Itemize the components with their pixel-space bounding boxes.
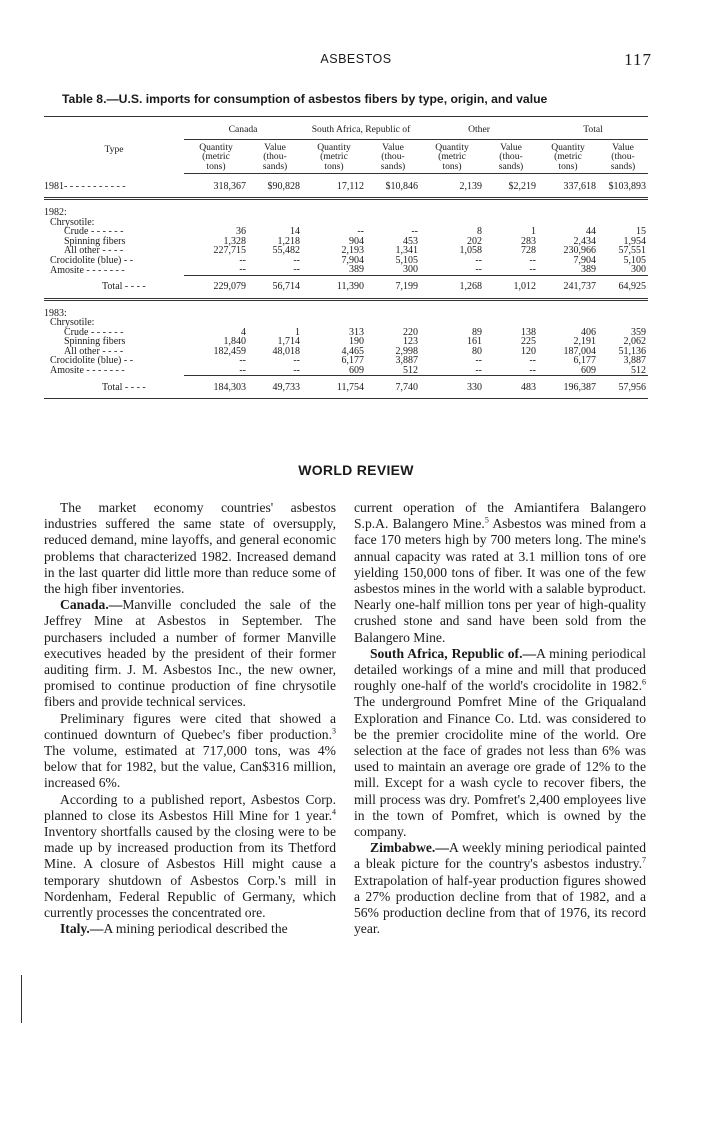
type-header: Type [44,117,184,174]
value-header: Value (thou- sands) [484,139,538,174]
table-cell: -- [184,265,248,275]
table-cell: 2,139 [420,174,484,199]
table-cell: 57,956 [598,376,648,399]
table-cell: 389 [538,265,598,275]
table-cell: 241,737 [538,275,598,299]
table-cell: 512 [598,366,648,376]
table-row [44,328,648,338]
year-label-row [44,299,648,318]
right-column [354,500,646,937]
table-cell: -- [420,366,484,376]
table-row [44,256,648,266]
table-cell: 14 [290,226,300,237]
paragraph: Italy.—A mining periodical described the [60,921,288,937]
table-cell: 1 [295,326,300,338]
table-row [44,356,648,366]
value-header: Value (thou- sands) [598,139,648,174]
table-cell: $10,846 [366,174,420,199]
table-cell: 2,191 [573,336,596,347]
table-cell: 225 [521,336,536,347]
running-title: ASBESTOS [320,52,392,66]
table-cell: 229,079 [184,275,248,299]
table-cell: 300 [366,265,420,275]
table-cell: 11,754 [302,376,366,399]
row-label: Crocidolite (blue) - - [50,254,134,266]
section-title: WORLD REVIEW [298,462,414,478]
quantity-header: Quantity (metric tons) [184,139,248,174]
paragraph: Canada.—Manville concluded the sale of the Jeffrey Mine at Asbestos in September. The purchasers included a number of former Manville executives headed by the president of their former auditing firm. J. M. Asbestos Inc., the new owner, promised to continue production of fine chrysotile fibers and provide technical services. [44,597,336,710]
table-cell: 196,387 [538,376,598,399]
table-cell: -- [248,366,302,376]
table-cell: 55,482 [272,245,300,256]
category-label: Chrysotile: [50,317,95,328]
table-cell: 4 [241,326,246,338]
quantity-header: Quantity (metric tons) [538,139,598,174]
table-cell: 138 [521,326,536,338]
quantity-header: Quantity (metric tons) [420,139,484,174]
table-cell: -- [529,254,536,266]
table-cell: 11,390 [302,275,366,299]
row-label: Total - - - - [44,376,184,399]
table-cell: -- [293,254,300,266]
row-label: 1981- - - - - - - - - - - [44,174,184,199]
left-column [44,500,336,937]
table-cell: 2,434 [573,235,596,247]
country-heading: South Africa, Republic of.— [370,645,537,661]
table-cell: -- [420,265,484,275]
paragraph: South Africa, Republic of.—A mining periodical detailed workings of a mine and mill that produced roughly one-half of the world's crocidolite in 1982.$^6$ The underground Pomfret Mine of the Griqualand Exploration and Finance Co. Ltd. was considered to be the premier crocidolite mine of the world. Ore selection at the face of grades not less than 6% was used to maintain an average ore grade of 12% to the mill. Except for a wash cycle to recover fibers, the mill process was dry. Pomfret's 2,400 employees live in the town of Pomfret, which is owned by the company. [354,645,646,840]
category-label-row [44,318,648,328]
value-header: Value (thou- sands) [366,139,420,174]
table-cell: 7,904 [573,254,596,266]
table-cell: -- [184,366,248,376]
row-label: Amosite - - - - - - - [50,264,125,276]
footnote-ref: 4 [332,807,336,817]
table-cell: 7,199 [366,275,420,299]
row-label: Crocidolite (blue) - - [50,355,134,366]
imports-table [44,116,648,399]
table-cell: 1,058 [459,245,482,256]
table-cell: 1,714 [277,336,300,347]
table-cell: 313 [349,326,364,338]
table-cell: 4,465 [341,345,364,357]
table-cell: 3,887 [623,355,646,366]
table-cell: 202 [467,235,482,247]
table-cell: 1,218 [277,235,300,247]
row-label: Total - - - - [44,275,184,299]
table-cell: 51,136 [618,345,646,357]
table-cell: 609 [538,366,598,376]
table-cell: 318,367 [184,174,248,199]
value-header: Value (thou- sands) [248,139,302,174]
table-cell: 17,112 [302,174,366,199]
table-cell: 184,303 [184,376,248,399]
table-cell: 728 [521,245,536,256]
total-row-1982 [44,275,648,299]
group-header-canada: Canada [184,117,302,140]
table-cell: -- [248,265,302,275]
year-label-row [44,199,648,218]
table-cell: 2,062 [623,336,646,347]
table-row [44,366,648,376]
table-cell: 227,715 [213,245,246,256]
table-cell: 2,193 [341,245,364,256]
table-cell: -- [484,265,538,275]
table-cell: -- [475,254,482,266]
table-cell: 1,341 [395,245,418,256]
paragraph: The market economy countries' asbestos industries suffered the same state of oversupply, reduced demand, mine layoffs, and general economic problems that characterized 1982. Increased demand in the last quarter did little more than reduce some of the high fiber inventories. [44,500,336,597]
table-cell: 57,551 [618,245,646,256]
table-cell: 6,177 [573,355,596,366]
table-cell: 15 [636,226,646,237]
footnote-ref: 3 [332,726,336,736]
group-header-total: Total [538,117,648,140]
year-label: 1983: [44,307,67,319]
table-cell: 8 [477,226,482,237]
row-label: All other - - - - [64,245,124,256]
footnote-ref: 6 [642,677,646,687]
table-cell: -- [529,355,536,366]
table-cell: 453 [403,235,418,247]
table-cell: 512 [366,366,420,376]
paragraph: According to a published report, Asbestos Corp. planned to close its Asbestos Hill Mine for 1 year.$^4$ Inventory shortfalls caused by the closing were to be made up by increased production from its Thetford Mine. A closure of Asbestos Hill might cause a temporary shutdown of Asbestos Corp.'s mill in Nordenham, Federal Republic of Germany, which currently processes the concentrated ore. [44,791,336,921]
table-cell: 5,105 [623,254,646,266]
year-label: 1982: [44,207,67,218]
table-row [44,265,648,275]
table-cell: 300 [598,265,648,275]
table-cell: 36 [236,226,246,237]
group-header-south-africa: South Africa, Republic of [302,117,420,140]
table-cell: 44 [586,226,596,237]
category-label-row [44,218,648,228]
country-heading: Canada.— [60,597,123,613]
row-label: Amosite - - - - - - - [50,365,125,376]
table-cell: 6,177 [341,355,364,366]
table-cell: 48,018 [272,345,300,357]
table-cell: 330 [420,376,484,399]
paragraph: Preliminary figures were cited that showed a continued downturn of Quebec's fiber production.$^3$ The volume, estimated at 717,000 tons, was 4% below that for 1982, but the value, Can$316 million, increased 6%. [44,710,336,791]
table-cell: 56,714 [248,275,302,299]
table-cell: $103,893 [598,174,648,199]
table-cell: 1,328 [223,235,246,247]
table-cell: 5,105 [395,254,418,266]
table-cell: 187,004 [563,345,596,357]
table-cell: 182,459 [213,345,246,357]
row-label: All other - - - - [64,345,124,357]
category-label: Chrysotile: [50,216,95,228]
table-cell: 7,740 [366,376,420,399]
page-number: 117 [624,50,652,69]
table-cell: 406 [581,326,596,338]
table-cell: 2,998 [395,345,418,357]
row-label: Spinning fibers [64,235,126,247]
table-cell: 389 [302,265,366,275]
table-cell: 190 [349,336,364,347]
running-header [0,50,712,74]
table-cell: 1,268 [420,275,484,299]
table-cell: $90,828 [248,174,302,199]
table-cell: -- [484,366,538,376]
table-header-row-1 [44,117,648,140]
table-cell: -- [293,355,300,366]
table-cell: -- [357,226,364,237]
country-heading: Zimbabwe.— [370,840,449,856]
paragraph: current operation of the Amiantifera Balangero S.p.A. Balangero Mine.$^5$ Asbestos was mined from a face 170 meters high by 700 meters long. The mine's annual capacity was rated at 3.1 million tons of ore yielding 150,000 tons of fiber. It was one of the few asbestos mines in the world with a salable byproduct. Nearly one-half million tons per year of high-quality crushed stone and sand have been sold from the Balangero Mine. [354,500,646,645]
quantity-header: Quantity (metric tons) [302,139,366,174]
table-title: Table 8.—U.S. imports for consumption of asbestos fibers by type, origin, and value [62,92,548,106]
table-cell: $2,219 [484,174,538,199]
paragraph: Zimbabwe.—A weekly mining periodical painted a bleak picture for the country's asbestos industry.$^7$ Extrapolation of half-year production figures showed a 27% production decline from that of 1982, and a 56% production decline from that of 1976, its record year. [354,840,646,937]
table-row-1981 [44,174,648,199]
table-cell: 123 [403,336,418,347]
table-cell: 220 [403,326,418,338]
footnote-ref: 7 [642,855,646,865]
table-cell: -- [239,254,246,266]
table-row [44,227,648,237]
table-cell: 89 [472,326,482,338]
row-label: Crude - - - - - - [64,226,124,237]
table-cell: 1 [531,226,536,237]
table-cell: 483 [484,376,538,399]
table-cell: 337,618 [538,174,598,199]
table-cell: 283 [521,235,536,247]
table-cell: -- [475,355,482,366]
table-cell: 64,925 [598,275,648,299]
table-cell: 3,887 [395,355,418,366]
total-row-1983 [44,376,648,399]
table-cell: -- [411,226,418,237]
table-cell: 161 [467,336,482,347]
table-cell: 7,904 [341,254,364,266]
table-cell: 609 [302,366,366,376]
table-cell: 1,840 [223,336,246,347]
country-heading: Italy.— [60,921,104,937]
table-cell: 49,733 [248,376,302,399]
table-cell: 1,012 [484,275,538,299]
table-cell: 904 [349,235,364,247]
group-header-other: Other [420,117,538,140]
row-label: Crude - - - - - - [64,326,124,338]
footnote-ref: 5 [484,515,489,525]
table-cell: 230,966 [563,245,596,256]
table-cell: 1,954 [623,235,646,247]
row-label: Spinning fibers [64,336,126,347]
table-cell: 80 [472,345,482,357]
table-cell: 120 [521,345,536,357]
table-cell: -- [239,355,246,366]
margin-mark [21,975,22,1023]
table-cell: 359 [631,326,646,338]
